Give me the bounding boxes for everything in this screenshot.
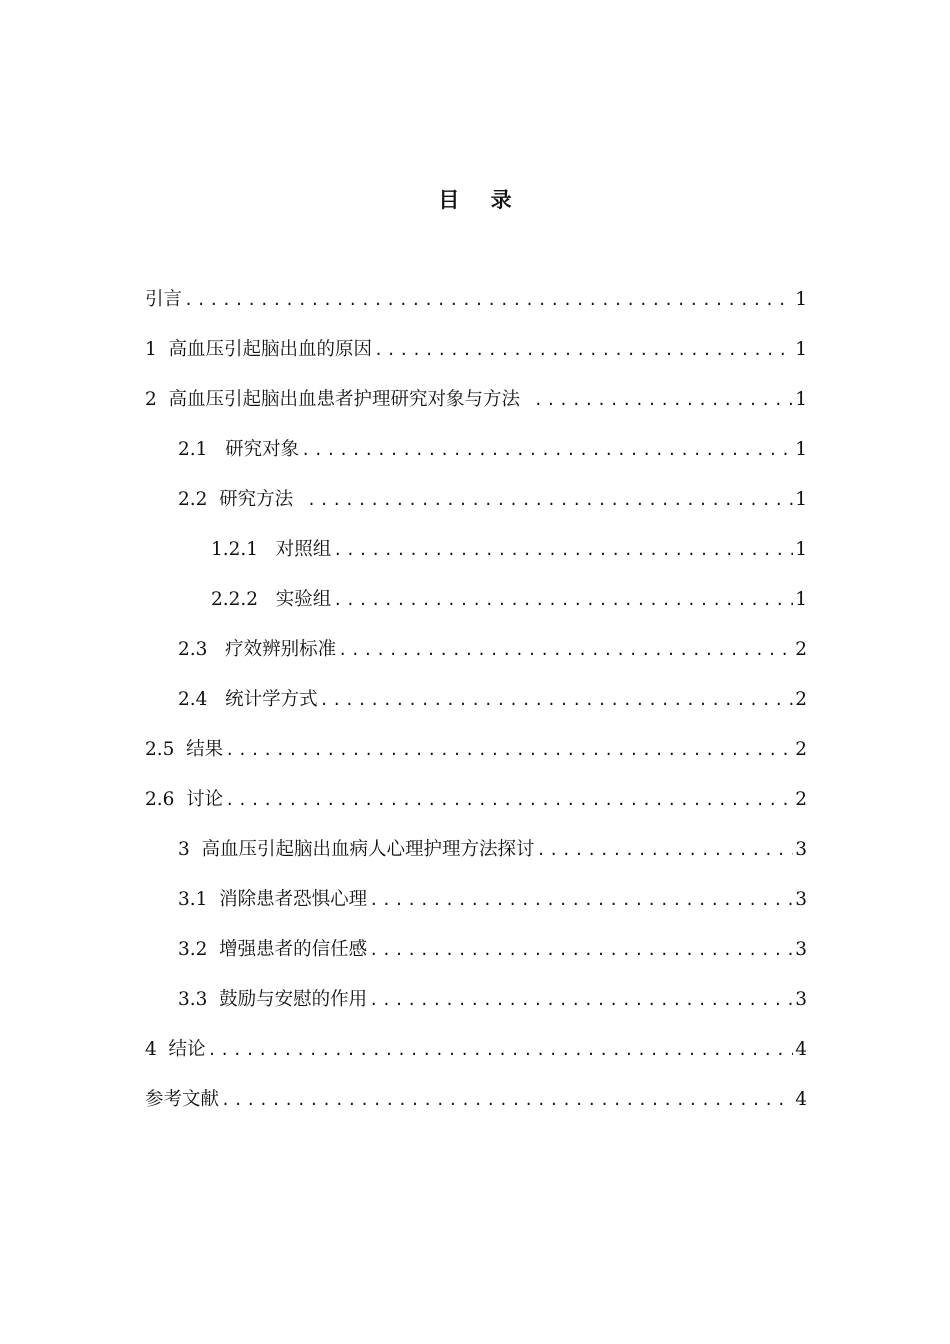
toc-entry-text: 2.4 统计学方式 xyxy=(178,689,318,710)
toc-entry[interactable] xyxy=(145,586,807,636)
toc-entry[interactable] xyxy=(145,736,807,786)
toc-dot-leader xyxy=(369,936,793,964)
toc-entry[interactable] xyxy=(145,1086,807,1136)
toc-dot-leader xyxy=(301,436,793,464)
toc-entry-text: 1.2.1 对照组 xyxy=(211,539,332,560)
toc-dot-leader xyxy=(307,486,793,514)
toc-entry-text: 1 高血压引起脑出血的原因 xyxy=(145,339,373,360)
toc-entry-text: 2 高血压引起脑出血患者护理研究对象与方法 xyxy=(145,389,532,410)
toc-entry[interactable] xyxy=(145,836,807,886)
toc-entry-text: 2.2.2 实验组 xyxy=(211,589,332,610)
toc-page-number: 3 xyxy=(795,939,807,960)
toc-dot-leader xyxy=(374,336,793,364)
toc-dot-leader xyxy=(369,986,793,1014)
toc-page-number: 3 xyxy=(795,989,807,1010)
toc-dot-leader xyxy=(221,1086,793,1114)
toc-entry[interactable] xyxy=(145,636,807,686)
toc-title: 目 录 xyxy=(438,187,524,212)
toc-page-number: 1 xyxy=(795,439,807,460)
toc-entry-text: 2.2 研究方法 xyxy=(178,489,305,510)
toc-entry-text: 2.6 讨论 xyxy=(145,789,224,810)
toc-entry[interactable] xyxy=(145,786,807,836)
toc-entry[interactable] xyxy=(145,486,807,536)
toc-page-number: 4 xyxy=(795,1089,807,1110)
toc-page-number: 1 xyxy=(795,589,807,610)
toc-entry-text: 3.3 鼓励与安慰的作用 xyxy=(178,989,368,1010)
toc-dot-leader xyxy=(369,886,793,914)
toc-dot-leader xyxy=(320,686,794,714)
toc-entry-text: 参考文献 xyxy=(145,1089,220,1110)
toc-entry-text: 3.2 增强患者的信任感 xyxy=(178,939,368,960)
toc-page-number: 2 xyxy=(795,689,807,710)
toc-page-number: 3 xyxy=(795,839,807,860)
toc-dot-leader xyxy=(184,286,793,314)
toc-entry[interactable] xyxy=(145,936,807,986)
toc-entry[interactable] xyxy=(145,1036,807,1086)
toc-entry[interactable] xyxy=(145,336,807,386)
toc-entry[interactable] xyxy=(145,986,807,1036)
toc-entry[interactable] xyxy=(145,436,807,486)
toc-page-number: 4 xyxy=(795,1039,807,1060)
toc-page-number: 3 xyxy=(795,889,807,910)
toc-entry[interactable] xyxy=(145,886,807,936)
toc-page-number: 2 xyxy=(795,789,807,810)
toc-dot-leader xyxy=(338,636,793,664)
toc-entry[interactable] xyxy=(145,286,807,336)
toc-dot-leader xyxy=(225,786,793,814)
toc-entry-text: 4 结论 xyxy=(145,1039,206,1060)
toc-dot-leader xyxy=(534,386,793,414)
toc-dot-leader xyxy=(208,1036,794,1064)
toc-page-number: 1 xyxy=(795,539,807,560)
toc-dot-leader xyxy=(225,736,793,764)
toc-dot-leader xyxy=(333,586,793,614)
toc-page-number: 2 xyxy=(795,739,807,760)
toc-dot-leader xyxy=(333,536,793,564)
toc-dot-leader xyxy=(537,836,794,864)
toc-page-number: 1 xyxy=(795,389,807,410)
toc-entry[interactable] xyxy=(145,536,807,586)
toc-entry-text: 2.1 研究对象 xyxy=(178,439,300,460)
toc-page-number: 1 xyxy=(795,489,807,510)
toc-entry-text: 3.1 消除患者恐惧心理 xyxy=(178,889,368,910)
toc-entry-text: 2.3 疗效辨别标准 xyxy=(178,639,337,660)
toc-entry-text: 引言 xyxy=(145,289,183,310)
toc-page-number: 1 xyxy=(795,289,807,310)
toc-page-number: 1 xyxy=(795,339,807,360)
toc-list xyxy=(145,286,807,1136)
toc-page-number: 2 xyxy=(795,639,807,660)
toc-entry[interactable] xyxy=(145,686,807,736)
toc-entry-text: 2.5 结果 xyxy=(145,739,224,760)
toc-entry[interactable] xyxy=(145,386,807,436)
toc-entry-text: 3 高血压引起脑出血病人心理护理方法探讨 xyxy=(178,839,535,860)
